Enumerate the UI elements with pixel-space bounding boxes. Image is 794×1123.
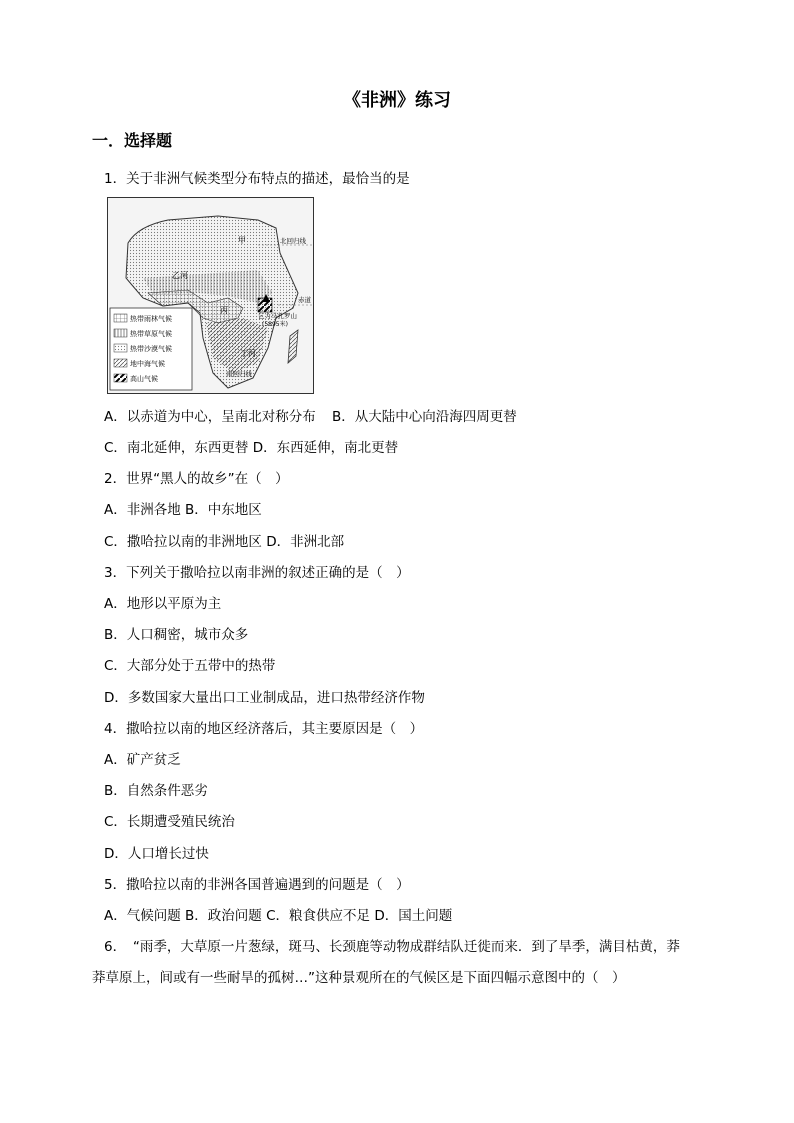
label-bing: 丙 [220, 306, 228, 315]
option-a[interactable]: A．地形以平原为主 [104, 596, 222, 612]
option-d[interactable]: D．非洲北部 [266, 534, 345, 550]
option-a[interactable]: A．以赤道为中心，呈南北对称分布 [104, 409, 316, 425]
label-peak-height: (5895米) [262, 321, 288, 328]
page-title: 《非洲》练习 [343, 90, 451, 111]
option-a[interactable]: A．矿产贫乏 [104, 752, 181, 768]
label-ding: 丁河 [240, 349, 256, 358]
legend-item: 地中海气候 [130, 360, 165, 368]
legend-item: 热带沙漠气候 [130, 345, 172, 353]
question-2: 2．世界“黑人的故乡”在（ ） [104, 471, 289, 487]
legend-item: 热带雨林气候 [130, 315, 172, 323]
option-c[interactable]: C．长期遭受殖民统治 [104, 814, 235, 830]
option-b[interactable]: B．政治问题 [185, 908, 262, 924]
question-4: 4．撒哈拉以南的地区经济落后，其主要原因是（ ） [104, 721, 424, 737]
africa-climate-map [107, 197, 314, 394]
option-d[interactable]: D．多数国家大量出口工业制成品，进口热带经济作物 [104, 690, 425, 706]
question-6-line-2: 莽草原上，间或有一些耐旱的孤树…”这种景观所在的气候区是下面四幅示意图中的（ ） [92, 970, 626, 986]
option-row [104, 498, 262, 518]
label-jia: 甲 [238, 236, 246, 245]
option-a[interactable]: A．非洲各地 [104, 502, 181, 518]
option-row [104, 904, 452, 924]
option-c[interactable]: C．大部分处于五带中的热带 [104, 658, 276, 674]
option-c[interactable]: C．撒哈拉以南的非洲地区 [104, 534, 262, 550]
section-heading: 一．选择题 [92, 131, 173, 150]
option-a[interactable]: A．气候问题 [104, 908, 181, 924]
option-b[interactable]: B．中东地区 [185, 502, 262, 518]
option-row [104, 405, 517, 425]
label-peak: 乞力马扎罗山 [258, 312, 297, 320]
option-b[interactable]: B．人口稠密，城市众多 [104, 627, 249, 643]
option-b[interactable]: B．自然条件恶劣 [104, 783, 208, 799]
question-6-line-1: 6． “雨季，大草原一片葱绿，斑马、长颈鹿等动物成群结队迁徙而来．到了旱季，满目枯黄，莽 [104, 939, 680, 955]
legend-item: 热带草原气候 [130, 330, 172, 338]
option-c[interactable]: C．南北延伸，东西更替 [104, 440, 249, 456]
label-yi: 乙河 [172, 271, 188, 280]
legend-item: 高山气候 [130, 375, 158, 383]
question-1: 1．关于非洲气候类型分布特点的描述，最恰当的是 [104, 171, 410, 187]
label-equator: 赤道 [298, 296, 311, 304]
question-3: 3．下列关于撒哈拉以南非洲的叙述正确的是（ ） [104, 565, 410, 581]
question-5: 5．撒哈拉以南的非洲各国普遍遇到的问题是（ ） [104, 877, 410, 893]
option-c[interactable]: C．粮食供应不足 [266, 908, 371, 924]
option-row [104, 436, 398, 456]
option-row [104, 530, 344, 550]
option-d[interactable]: D．人口增长过快 [104, 846, 209, 862]
option-d[interactable]: D．东西延伸，南北更替 [252, 440, 399, 456]
label-tropic-south: 南回归线 [226, 370, 252, 378]
label-tropic-north: 北回归线 [280, 237, 306, 245]
option-b[interactable]: B．从大陆中心向沿海四周更替 [332, 409, 517, 425]
option-d[interactable]: D．国土问题 [374, 908, 453, 924]
